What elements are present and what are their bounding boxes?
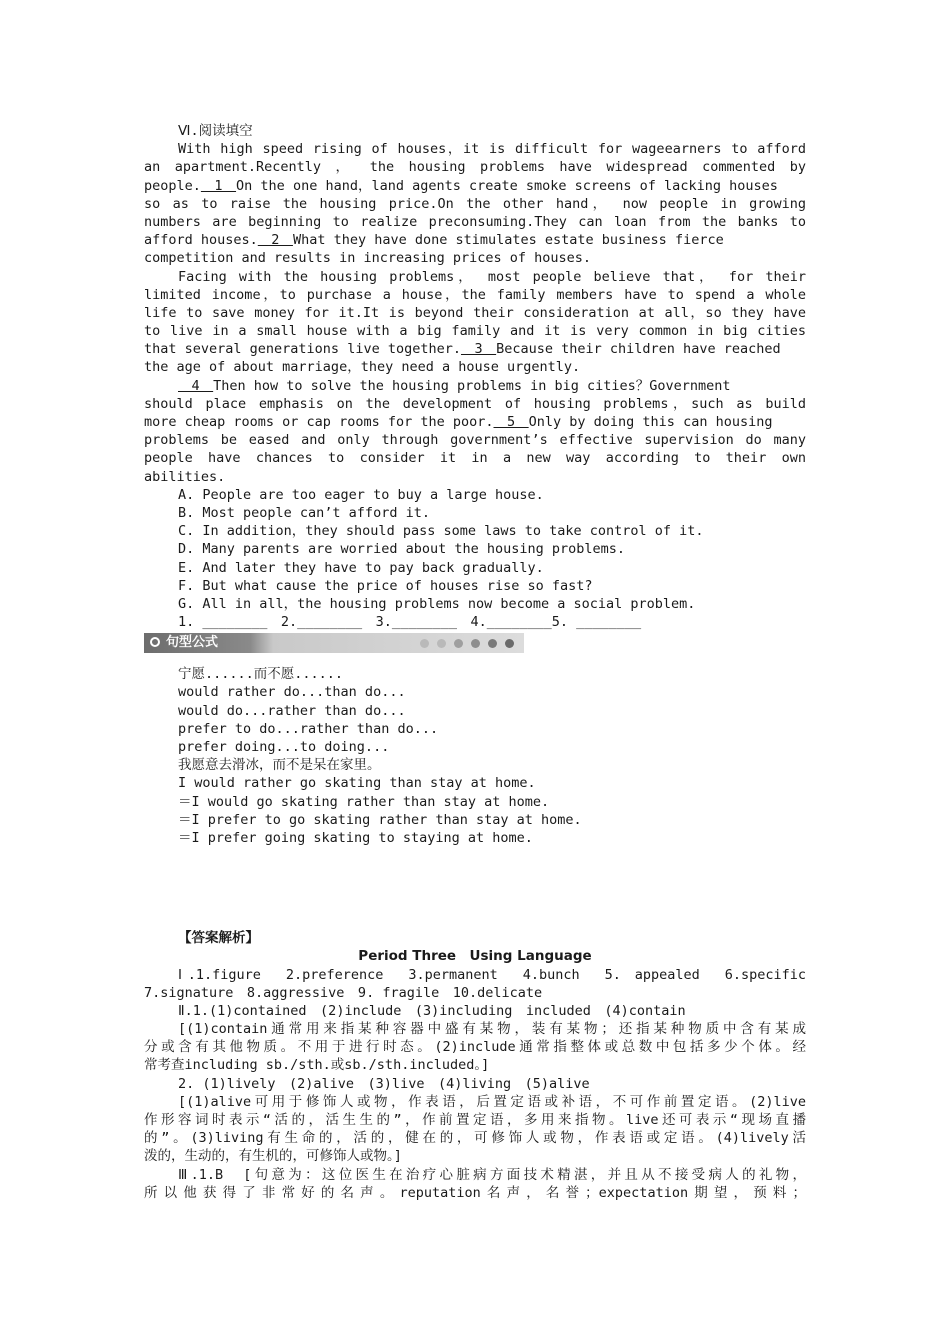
answer-line: Ⅰ.1.figure 2.preference 3.permanent 4.bunch 5. appealed 6.specific (178, 966, 806, 983)
answer-line: Ⅱ.1.(1)contained (2)include (3)including included (4)contain (178, 1002, 686, 1019)
dot-icon (420, 639, 429, 648)
option-a: A. People are too eager to buy a large house. (178, 486, 544, 503)
text-segment: afford houses. (144, 232, 258, 249)
paragraph-line: competition and results in increasing prices of houses. (144, 250, 592, 267)
pattern-line: would rather do...than do... (178, 684, 406, 701)
paragraph-line (144, 413, 806, 431)
pattern-line: would do...rather than do... (178, 702, 406, 719)
paragraph-line: limited income，to purchase a house，the family members have to spend a whole (144, 286, 806, 303)
paragraph-line: abilities. (144, 468, 226, 485)
document-page (144, 122, 806, 1202)
paragraph-line: life to save money for it.It is beyond their consideration at all，so they have (144, 304, 806, 321)
paragraph-line: problems be eased and only through government’s effective supervision do many (144, 432, 806, 449)
blank-2: 2 (257, 232, 293, 249)
paragraph-line: With high speed rising of houses，it is difficult for wageearners to afford (178, 141, 806, 158)
pattern-line: prefer doing...to doing... (178, 739, 390, 755)
paragraph-line: an apartment.Recently ， the housing problems have widespread commented by (144, 159, 806, 176)
answer-line: [(1)contain通常用来指某种容器中盛有某物，装有某物；还指某种物质中含有某成 (178, 1021, 806, 1038)
option-c: C. In addition，they should pass some laws to take control of it. (178, 523, 704, 540)
pattern-line: 我愿意去滑冰，而不是呆在家里。 (178, 757, 381, 774)
answer-line: 7.signature 8.aggressive 9. fragile 10.delicate (144, 984, 543, 1001)
answer-line: 作形容词时表示“活的，活生生的”，作前置定语，多用来指物。live还可表示“现场直播 (144, 1112, 806, 1128)
blank-3: 3 (460, 341, 497, 358)
answer-line: 常考查including sb./sth.或sb./sth.included。] (144, 1057, 490, 1074)
paragraph-line: so as to raise the housing price.On the other hand， now people in growing (144, 195, 806, 212)
text-segment: Because their children have reached (496, 341, 781, 358)
answer-blanks: 1. ________ 2.________ 3.________ 4.________5. ________ (178, 614, 642, 631)
answer-line: [(1)alive可用于修饰人或物，作表语，后置定语或补语，不可作前置定语。(2)live (178, 1093, 806, 1110)
period-title: Period Three Using Language (358, 948, 592, 965)
dot-icon (471, 639, 480, 648)
paragraph-line: numbers are beginning to realize preconsuming.They can loan from the banks to (144, 213, 806, 230)
section-heading: Ⅵ.阅读填空 (178, 123, 253, 139)
text-segment: that several generations live together. (144, 341, 461, 358)
pattern-line: ＝I would go skating rather than stay at home. (178, 793, 550, 810)
paragraph-line: Facing with the housing problems， most people believe that， for their (178, 268, 806, 285)
paragraph-line: to live in a small house with a big family and it is very common in big cities (144, 323, 806, 340)
paragraph-line: people have chances to consider it in a new way according to their own (144, 450, 806, 467)
answer-line: 2. (1)lively (2)alive (3)live (4)living (5)alive (178, 1075, 590, 1092)
dot-icon (505, 639, 514, 648)
blank-4: 4 (178, 377, 214, 394)
paragraph-line (144, 177, 806, 195)
text-segment: What they have done stimulates estate business fierce (292, 232, 724, 249)
pattern-line: ＝I prefer to go skating rather than stay at home. (178, 811, 582, 828)
pattern-line: 宁愿......而不愿...... (178, 666, 344, 683)
option-f: F. But what cause the price of houses rise so fast? (178, 577, 593, 594)
section-bar (144, 633, 524, 653)
blank-5: 5 (493, 414, 529, 430)
paragraph-line: the age of about marriage，they need a house urgently. (144, 359, 581, 376)
dot-icon (488, 639, 497, 648)
answer-line: 的”。(3)living有生命的，活的，健在的，可修饰人或物，作表语或定语。(4)lively活 (144, 1130, 806, 1147)
option-d: D. Many parents are worried about the housing problems. (178, 541, 626, 558)
section-title-text: 句型公式 (166, 635, 219, 651)
blank-1: 1 (200, 177, 237, 194)
text-segment: Only by doing this can housing (528, 414, 773, 430)
text-segment: Then how to solve the housing problems in big cities？Government (213, 377, 731, 394)
answer-line: Ⅲ.1.B [句意为：这位医生在治疗心脏病方面技术精湛，并且从不接受病人的礼物， (178, 1166, 806, 1183)
pattern-line: I would rather go skating than stay at home. (178, 775, 536, 792)
text-segment: people. (144, 177, 201, 194)
answers-heading: 【答案解析】 (178, 930, 259, 947)
paragraph-line (144, 231, 806, 249)
text-segment: more cheap rooms or cap rooms for the poor. (144, 414, 494, 430)
option-b: B. Most people can’t afford it. (178, 504, 430, 521)
paragraph-line (144, 340, 806, 358)
bullet-icon (150, 637, 160, 647)
section-bar-title (150, 633, 218, 653)
dot-icon (454, 639, 463, 648)
dot-icon (437, 639, 446, 648)
decorative-dots (420, 639, 514, 648)
pattern-line: ＝I prefer going skating to staying at home. (178, 829, 533, 846)
answer-line: 所以他获得了非常好的名声。reputation名声，名誉；expectation期望，预料； (144, 1184, 806, 1201)
spacer (144, 847, 806, 929)
option-e: E. And later they have to pay back gradually. (178, 559, 544, 576)
paragraph-line: should place emphasis on the development of housing problems，such as build (144, 395, 806, 412)
pattern-line: prefer to do...rather than do... (178, 720, 439, 737)
paragraph-line (144, 377, 806, 395)
answer-line: 分或含有其他物质。不用于进行时态。(2)include通常指整体或总数中包括多少个体。经 (144, 1039, 806, 1056)
option-g: G. All in all，the housing problems now become a social problem. (178, 595, 696, 612)
text-segment: On the one hand，land agents create smoke screens of lacking houses (236, 177, 778, 194)
answer-line: 泼的，生动的，有生机的，可修饰人或物。] (144, 1148, 402, 1165)
